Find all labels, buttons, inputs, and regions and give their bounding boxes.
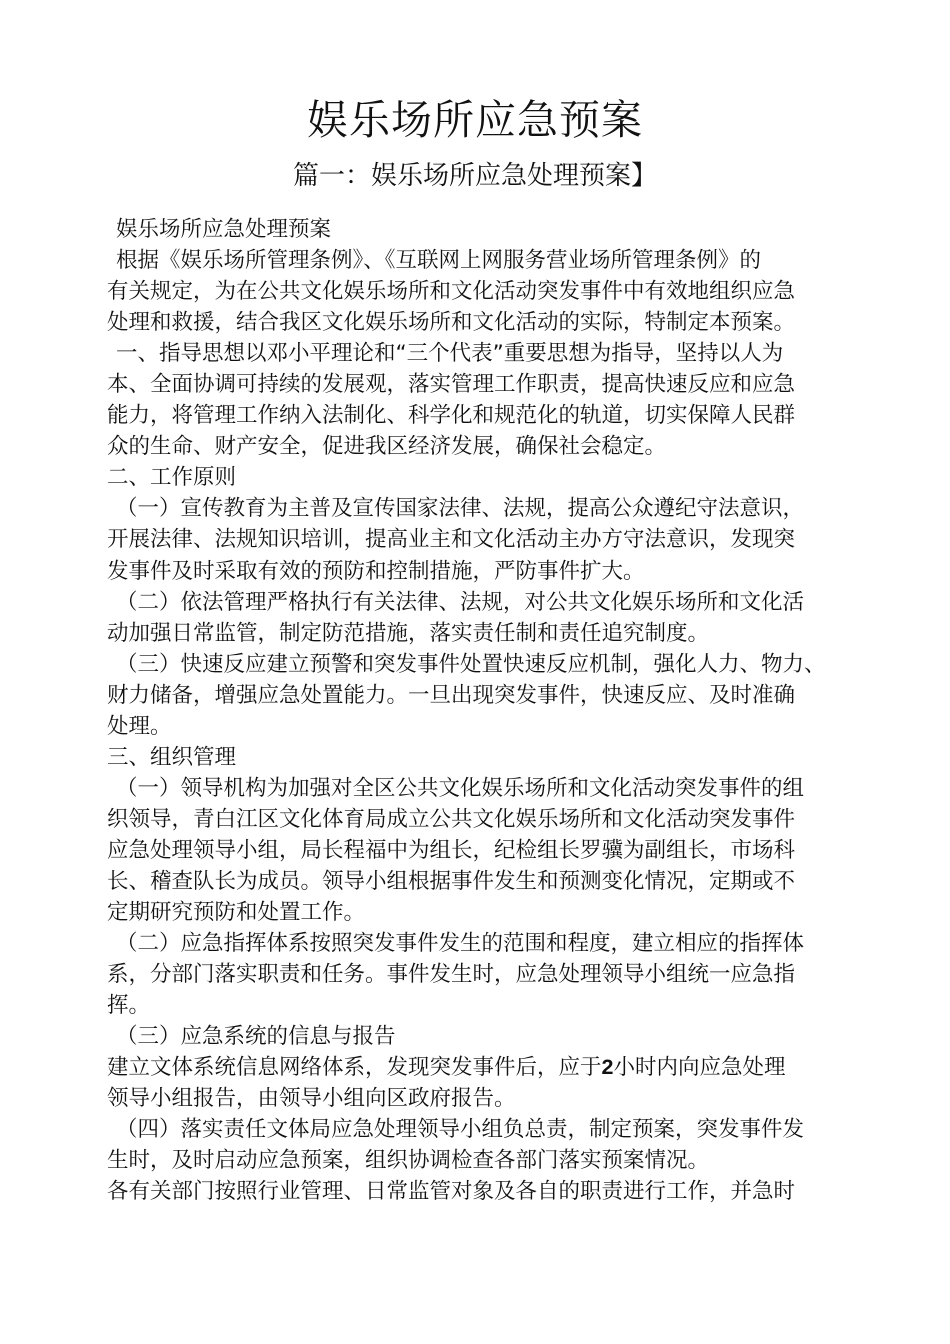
- body-line: 应急处理领导小组，局长程福中为组长，纪检组长罗骥为副组长，市场科: [107, 837, 796, 863]
- section-heading: 三、组织管理: [107, 744, 237, 770]
- body-line: （一）宣传教育为主普及宣传国家法律、法规，提高公众遵纪守法意识，: [116, 496, 805, 522]
- body-line: 一、指导思想以邓小平理论和“三个代表”重要思想为指导，坚持以人为: [116, 341, 784, 367]
- body-line: 处理和救援，结合我区文化娱乐场所和文化活动的实际，特制定本预案。: [107, 310, 796, 336]
- body-line: 财力储备，增强应急处置能力。一旦出现突发事件，快速反应、及时准确: [107, 682, 796, 708]
- document-title: 娱乐场所应急预案: [307, 96, 643, 144]
- body-line: 长、稽查队长为成员。领导小组根据事件发生和预测变化情况，定期或不: [107, 868, 796, 894]
- body-line: 能力，将管理工作纳入法制化、科学化和规范化的轨道，切实保障人民群: [107, 403, 796, 429]
- body-line: 开展法律、法规知识培训，提高业主和文化活动主办方守法意识，发现突: [107, 527, 796, 553]
- body-line: 有关规定，为在公共文化娱乐场所和文化活动突发事件中有效地组织应急: [107, 279, 796, 305]
- body-line: （一）领导机构为加强对全区公共文化娱乐场所和文化活动突发事件的组: [116, 775, 805, 801]
- body-line: （四）落实责任文体局应急处理领导小组负总责，制定预案，突发事件发: [116, 1117, 805, 1143]
- body-line: 织领导，青白江区文化体育局成立公共文化娱乐场所和文化活动突发事件: [107, 806, 796, 832]
- body-line: 动加强日常监管，制定防范措施，落实责任制和责任追究制度。: [107, 620, 710, 646]
- document-body: [107, 214, 867, 1208]
- body-line: 各有关部门按照行业管理、日常监管对象及各自的职责进行工作，并急时: [107, 1179, 796, 1205]
- body-line: （三）应急系统的信息与报告: [116, 1024, 396, 1050]
- hours-number: 2: [601, 1055, 614, 1080]
- body-line-with-number: [107, 1052, 867, 1083]
- body-line: 娱乐场所应急处理预案: [116, 217, 332, 242]
- body-line: 生时，及时启动应急预案，组织协调检查各部门落实预案情况。: [107, 1148, 710, 1174]
- body-line: 处理。: [107, 713, 172, 739]
- body-line: （三）快速反应建立预警和突发事件处置快速反应机制，强化人力、物力、: [116, 651, 826, 677]
- body-line: 系，分部门落实职责和任务。事件发生时，应急处理领导小组统一应急指: [107, 962, 796, 988]
- body-line: （二）依法管理严格执行有关法律、法规，对公共文化娱乐场所和文化活: [116, 589, 805, 615]
- body-line: 发事件及时采取有效的预防和控制措施，严防事件扩大。: [107, 558, 645, 584]
- section-heading: 二、工作原则: [107, 465, 237, 491]
- body-line: 挥。: [107, 993, 151, 1019]
- body-line: 根据《娱乐场所管理条例》、《互联网上网服务营业场所管理条例》的: [116, 248, 762, 274]
- body-line-part: 建立文体系统信息网络体系，发现突发事件后，应于: [107, 1055, 602, 1081]
- document-subtitle: 篇一：娱乐场所应急处理预案】: [292, 161, 657, 191]
- body-line: 领导小组报告，由领导小组向区政府报告。: [107, 1086, 516, 1112]
- body-line-part: 小时内向应急处理: [613, 1055, 786, 1081]
- body-line: 定期研究预防和处置工作。: [107, 900, 366, 926]
- body-line: 本、全面协调可持续的发展观，落实管理工作职责，提高快速反应和应急: [107, 372, 796, 398]
- body-line: （二）应急指挥体系按照突发事件发生的范围和程度，建立相应的指挥体: [116, 931, 805, 957]
- body-line: 众的生命、财产安全，促进我区经济发展，确保社会稳定。: [107, 434, 667, 460]
